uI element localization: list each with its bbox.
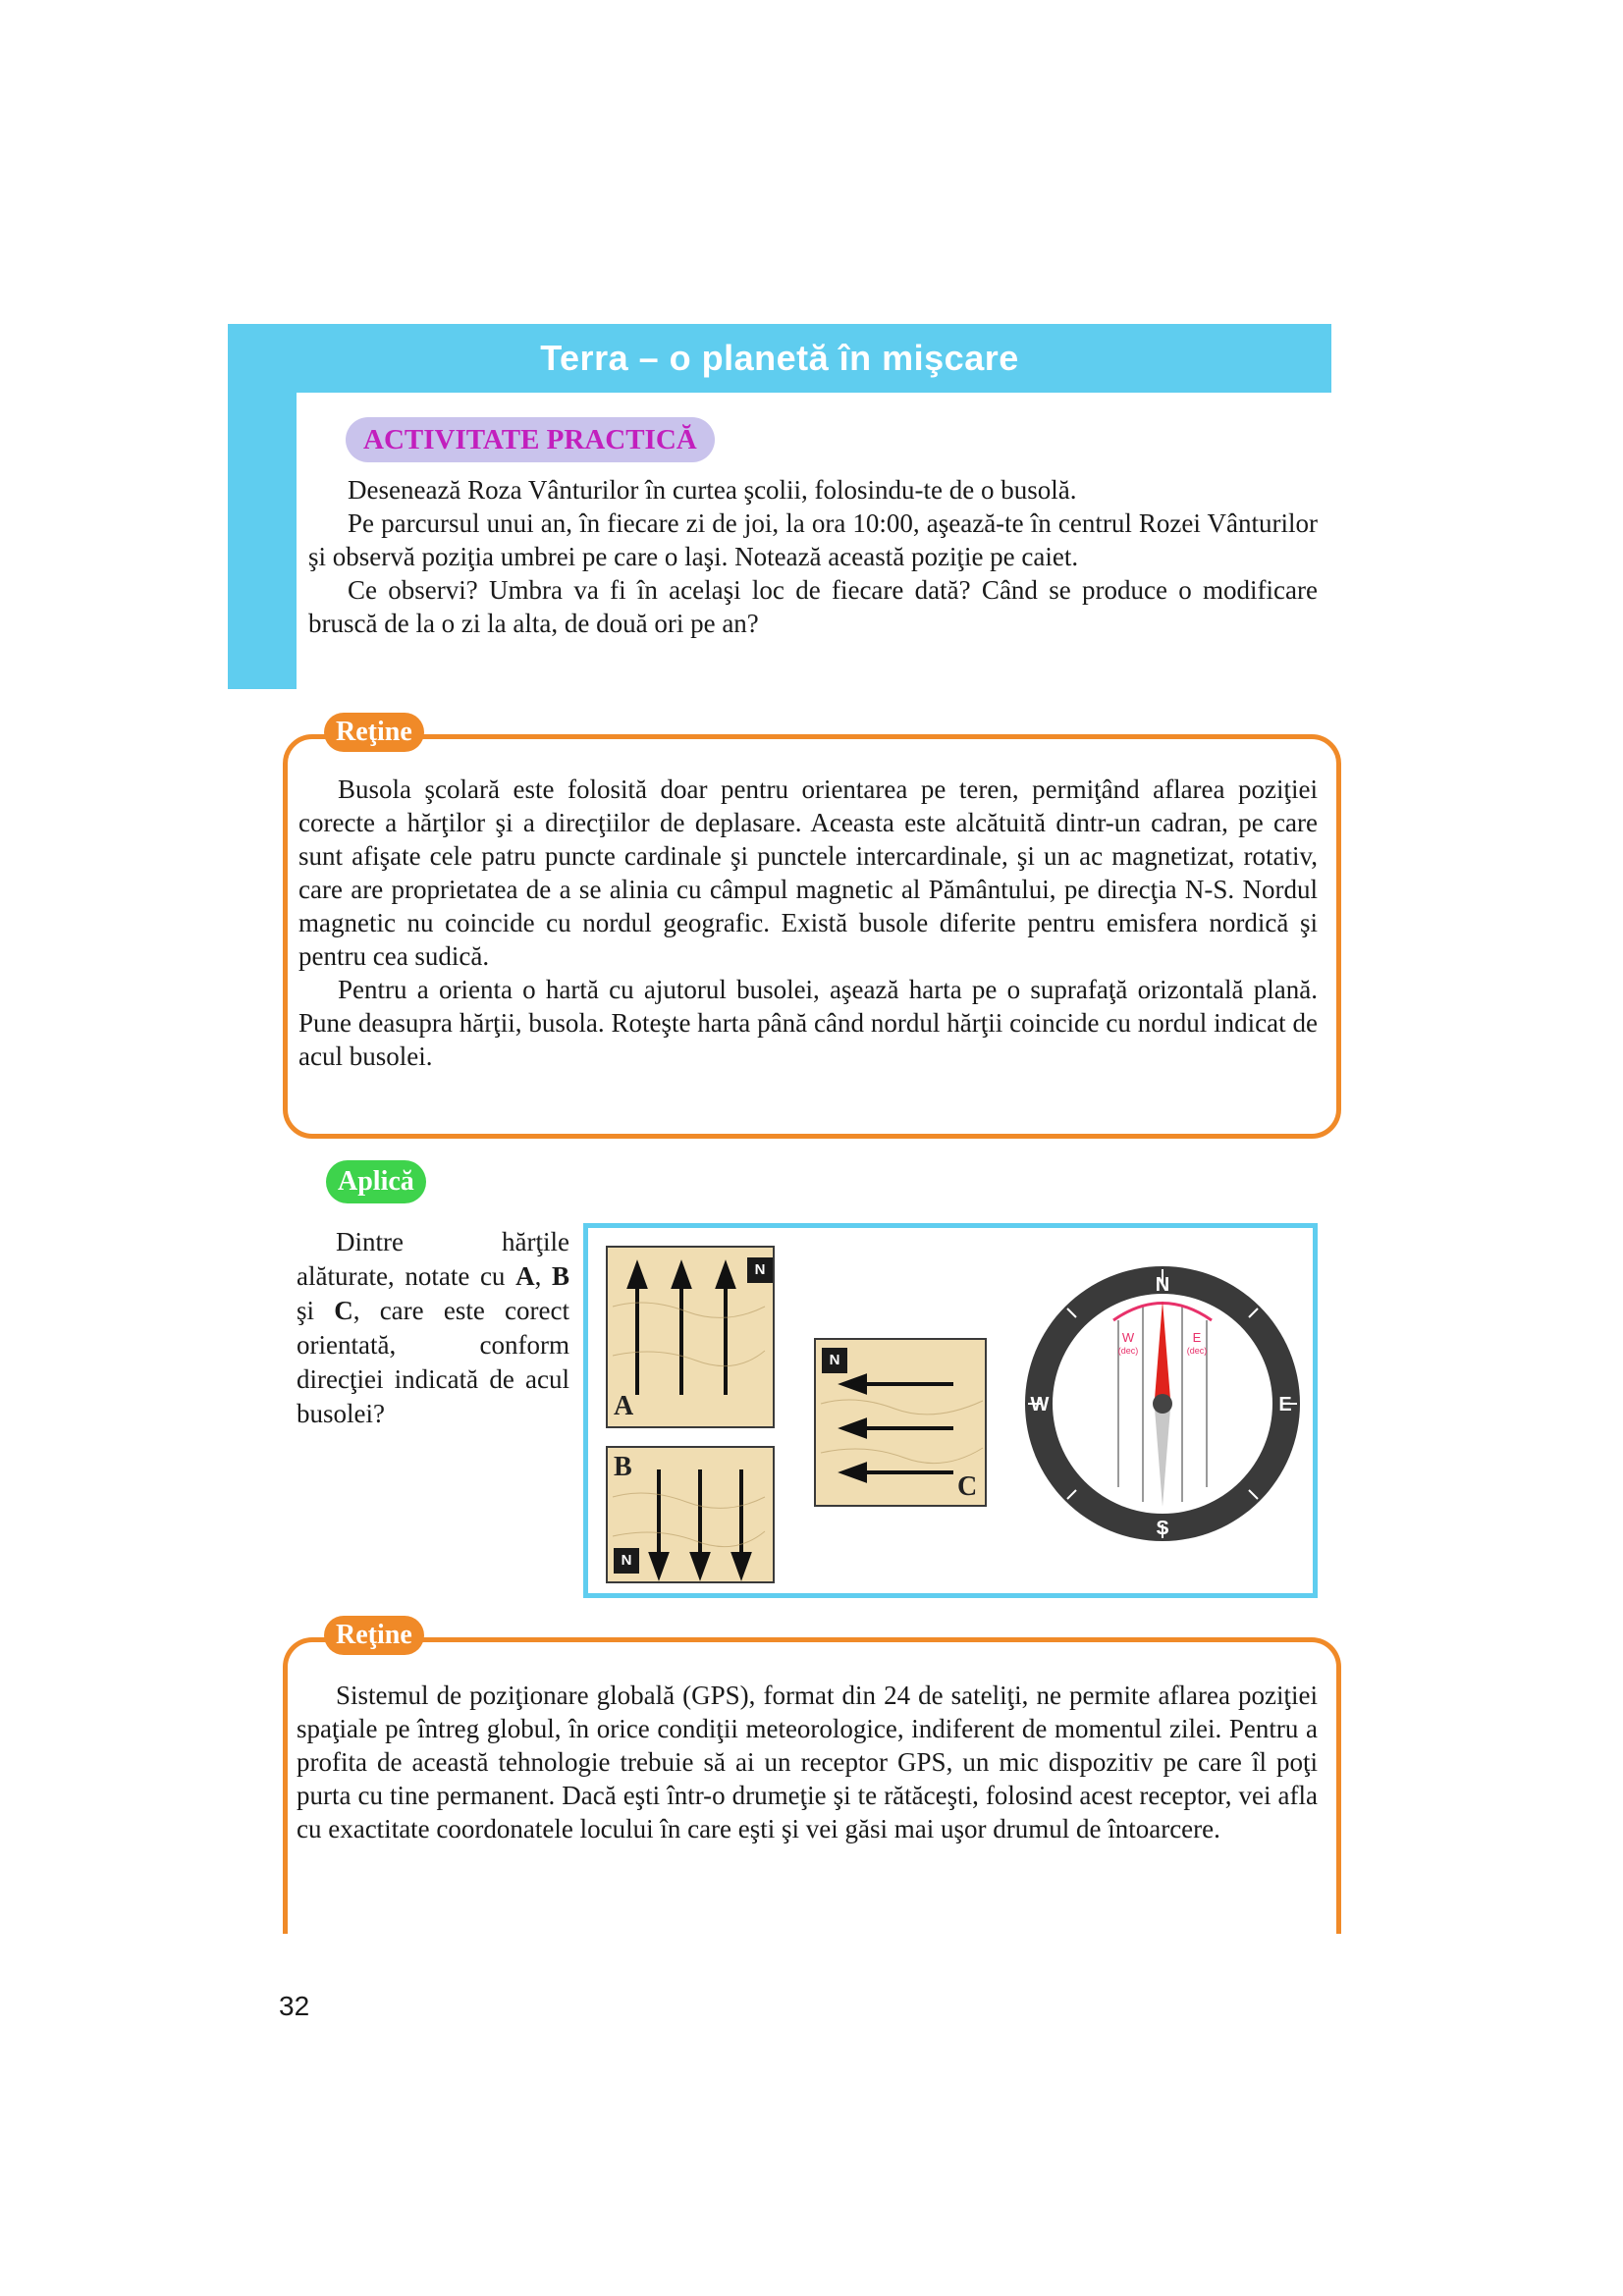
aplica-badge: Aplică (326, 1160, 426, 1203)
compass-decl-e-note: (dec) (1186, 1346, 1208, 1356)
aplica-question-text (297, 1225, 569, 1431)
north-icon: N (747, 1257, 773, 1283)
activity-badge: ACTIVITATE PRACTICĂ (346, 417, 715, 462)
unit-side-tab (228, 324, 297, 950)
map-a (606, 1246, 775, 1428)
question-text: Dintre hărţile alăturate, notate cu (297, 1227, 569, 1291)
retine-paragraph: Busola şcolară este folosită doar pentru orientarea pe teren, permiţând aflarea poziţiei corecte a hărţilor şi a direcţiilor de deplasare. Aceasta este alcătuită dintr-un cadran, pe care sunt afişate cele patru puncte cardinale şi punctele intercardinale, şi un ac magnetizat, rotativ, care are proprietatea de a se alinia cu câmpul magnetic al Pământului, pe direcţia N-S. Nordul magnetic nu coincide cu nordul geografic. Există busole diferite pentru emisfera nordică şi pentru cea sudică. (298, 774, 1318, 971)
compass-e: E (1278, 1394, 1292, 1415)
map-b (606, 1446, 775, 1583)
compass-icon (1020, 1261, 1305, 1546)
question-text: , care este corect orientată, conform direcţiei indicată de acul busolei? (297, 1296, 569, 1428)
question-letter-a: A (515, 1261, 535, 1291)
compass-n: N (1155, 1274, 1170, 1296)
compass (1020, 1261, 1305, 1546)
question-letter-c: C (334, 1296, 353, 1325)
retine-compass-text (298, 773, 1318, 1073)
page-number: 32 (279, 1991, 310, 2021)
compass-w: W (1030, 1394, 1050, 1415)
activity-paragraph: Ce observi? Umbra va fi în acelaşi loc de fiecare dată? Când se produce o modificare bruscă de la o zi la alta, de două ori pe an? (308, 575, 1318, 638)
map-c-letter: C (957, 1471, 978, 1502)
activity-paragraph: Pe parcursul unui an, în fiecare zi de joi, la ora 10:00, aşează-te în centrul Rozei Vânturilor şi observă poziţia umbrei pe care o laşi. Notează această poziţie pe caiet. (308, 508, 1318, 571)
unit-label-text: Unitatea II (242, 779, 282, 950)
compass-s: S (1156, 1518, 1169, 1539)
retine-gps-text (297, 1679, 1318, 1845)
aplica-question (297, 1225, 569, 1431)
compass-decl-e: E (1192, 1330, 1202, 1345)
compass-decl-w-note: (dec) (1117, 1346, 1139, 1356)
question-text: , (534, 1261, 552, 1291)
question-letter-b: B (552, 1261, 570, 1291)
question-text: şi (297, 1296, 335, 1325)
header-bar (228, 324, 1331, 393)
map-b-letter: B (614, 1452, 632, 1482)
map-c (814, 1338, 987, 1507)
retine-badge: Reţine (324, 713, 424, 752)
north-icon: N (822, 1348, 847, 1373)
page-title: Terra – o planetă în mişcare (540, 338, 1019, 378)
retine-badge: Reţine (324, 1616, 424, 1655)
retine-paragraph: Sistemul de poziţionare globală (GPS), format din 24 de sateliţi, ne permite aflarea poziţiei spaţiale pe întreg globul, în orice condiţii meteorologice, indiferent de momentul zilei. Pentru a profita de această tehnologie trebuie să ai un receptor GPS, un mic dispozitiv pe care îl poţi purta cu tine permanent. Dacă eşti într-o drumeţie şi te rătăceşti, folosind acest receptor, vei afla cu exactitate coordonatele locului în care eşti şi vei găsi mai uşor drumul de întoarcere. (297, 1681, 1318, 1843)
activity-paragraph: Desenează Roza Vânturilor în curtea şcolii, folosindu-te de o busolă. (348, 475, 1077, 505)
maps-and-compass-figure (583, 1223, 1318, 1598)
retine-paragraph: Pentru a orienta o hartă cu ajutorul busolei, aşează harta pe o suprafaţă orizontală plană. Pune deasupra hărţii, busola. Roteşte harta până când nordul hărţii coincide cu nordul indicat de acul busolei. (298, 975, 1318, 1071)
activity-text (308, 473, 1318, 640)
north-icon: N (614, 1548, 639, 1574)
compass-decl-w: W (1121, 1330, 1135, 1345)
map-a-letter: A (614, 1391, 634, 1421)
